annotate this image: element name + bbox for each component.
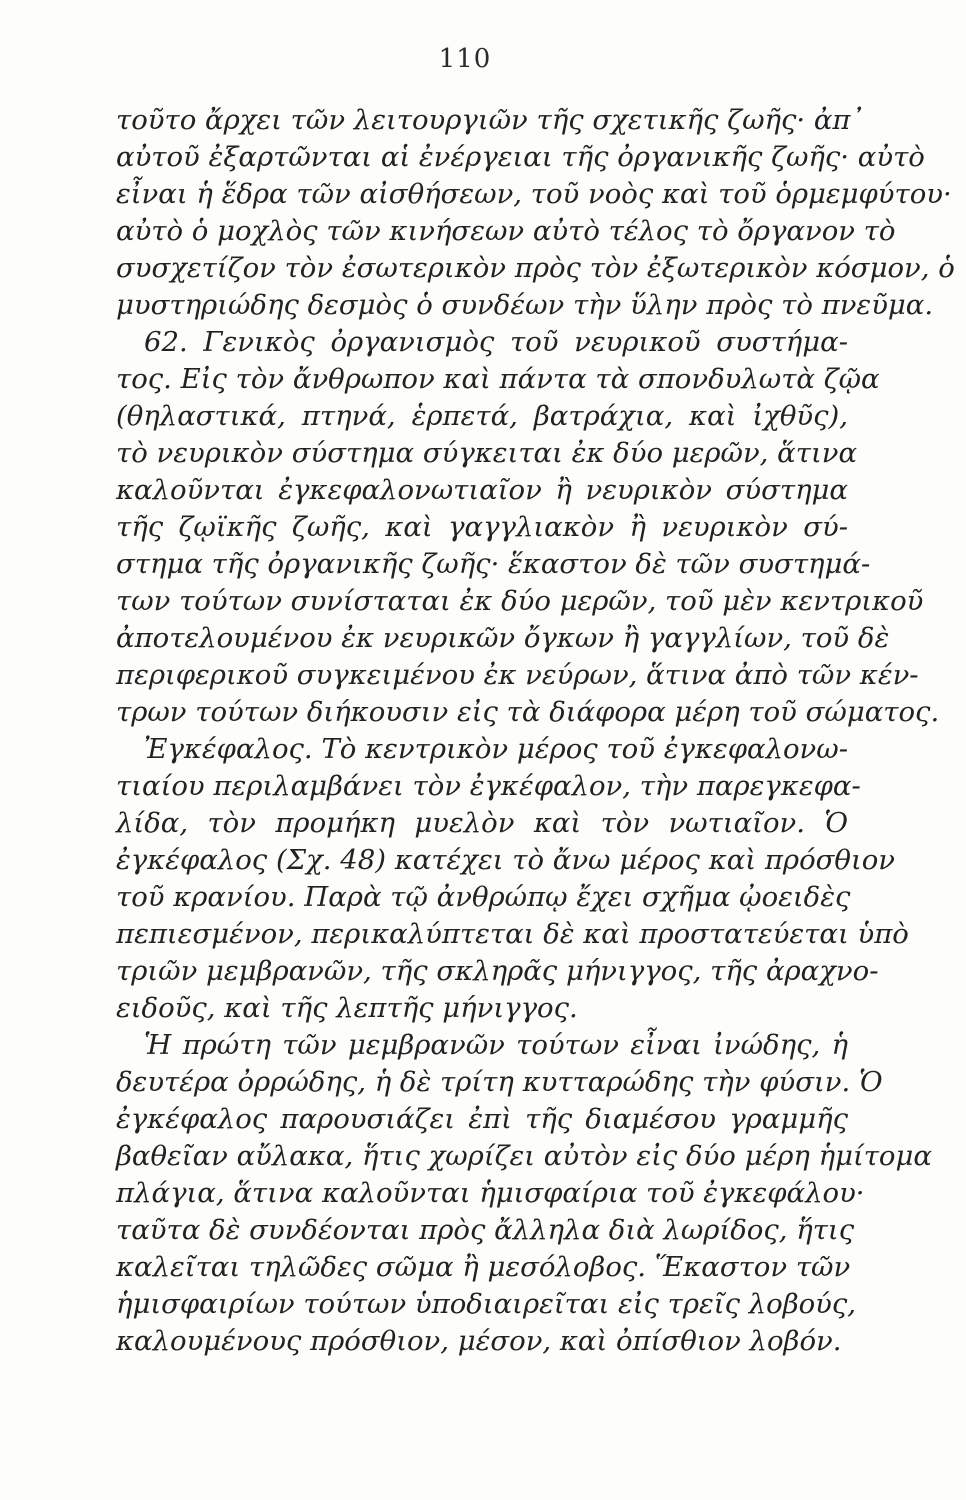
text-line: ἐγκέφαλος παρουσιάζει ἐπὶ τῆς διαμέσου γραμμῆς [116, 1103, 848, 1135]
text-line: βαθεῖαν αὔλακα, ἥτις χωρίζει αὐτὸν εἰς δύο μέρη ἡμίτομα [116, 1140, 932, 1172]
text-line: λίδα, τὸν προμήκη μυελὸν καὶ τὸν νωτιαῖον. Ὁ [116, 807, 848, 839]
section-heading-line: 62. Γενικὸς ὀργανισμὸς τοῦ νευρικοῦ συστήμα- [144, 326, 848, 358]
text-line: καλουμένους πρόσθιον, μέσον, καὶ ὀπίσθιον λοβόν. [116, 1325, 842, 1357]
text-line: μυστηριώδης δεσμὸς ὁ συνδέων τὴν ὕλην πρὸς τὸ πνεῦμα. [116, 289, 934, 321]
body-text [116, 102, 955, 1360]
text-line: εἶναι ἡ ἕδρα τῶν αἰσθήσεων, τοῦ νοὸς καὶ τοῦ ὁρμεμφύτου· [116, 178, 952, 210]
text-line: (θηλαστικά, πτηνά, ἑρπετά, βατράχια, καὶ ἰχθῦς), [116, 400, 848, 432]
text-line: ἐγκέφαλος (Σχ. 48) κατέχει τὸ ἄνω μέρος καὶ πρόσθιον [116, 844, 896, 876]
text-line: των τούτων συνίσταται ἐκ δύο μερῶν, τοῦ μὲν κεντρικοῦ [116, 585, 924, 617]
text-line: τριῶν μεμβρανῶν, τῆς σκληρᾶς μήνιγγος, τῆς ἀραχνο- [116, 955, 879, 987]
text-line: συσχετίζον τὸν ἐσωτερικὸν πρὸς τὸν ἐξωτερικὸν κόσμον, ὁ [116, 252, 955, 284]
text-line: τιαίου περιλαμβάνει τὸν ἐγκέφαλον, τὴν παρεγκεφα- [116, 770, 861, 802]
text-line: ἀποτελουμένου ἐκ νευρικῶν ὄγκων ἢ γαγγλίων, τοῦ δὲ [116, 622, 890, 654]
text-line: ταῦτα δὲ συνδέονται πρὸς ἄλληλα διὰ λωρίδος, ἥτις [116, 1214, 855, 1246]
text-line: πεπιεσμένον, περικαλύπτεται δὲ καὶ προστατεύεται ὑπὸ [116, 918, 909, 950]
text-line: τος. Εἰς τὸν ἄνθρωπον καὶ πάντα τὰ σπονδυλωτὰ ζῷα [116, 363, 880, 395]
text-line: τρων τούτων διήκουσιν εἰς τὰ διάφορα μέρη τοῦ σώματος. [116, 696, 940, 728]
text-line: αὐτοῦ ἐξαρτῶνται αἱ ἐνέργειαι τῆς ὀργανικῆς ζωῆς· αὐτὸ [116, 141, 925, 173]
text-line: Ἡ πρώτη τῶν μεμβρανῶν τούτων εἶναι ἰνώδης, ἡ [144, 1029, 848, 1061]
text-line: τοῦ κρανίου. Παρὰ τῷ ἀνθρώπῳ ἔχει σχῆμα ᾠοειδὲς [116, 881, 851, 913]
text-line: ειδοῦς, καὶ τῆς λεπτῆς μήνιγγος. [116, 992, 578, 1024]
text-line: τὸ νευρικὸν σύστημα σύγκειται ἐκ δύο μερῶν, ἅτινα [116, 437, 858, 469]
text-line: περιφερικοῦ συγκειμένου ἐκ νεύρων, ἅτινα ἀπὸ τῶν κέν- [116, 659, 919, 691]
text-line: ἡμισφαιρίων τούτων ὑποδιαιρεῖται εἰς τρεῖς λοβούς, [116, 1288, 857, 1320]
text-line: δευτέρα ὀρρώδης, ἡ δὲ τρίτη κυτταρώδης τὴν φύσιν. Ὁ [116, 1066, 883, 1098]
text-line: αὐτὸ ὁ μοχλὸς τῶν κινήσεων αὐτὸ τέλος τὸ ὄργανον τὸ [116, 215, 896, 247]
text-line: στημα τῆς ὀργανικῆς ζωῆς· ἕκαστον δὲ τῶν συστημά- [116, 548, 871, 580]
text-line: τοῦτο ἄρχει τῶν λειτουργιῶν τῆς σχετικῆς ζωῆς· ἀπ᾽ [116, 104, 865, 136]
text-line: τῆς ζῳϊκῆς ζωῆς, καὶ γαγγλιακὸν ἢ νευρικὸν σύ- [116, 511, 848, 543]
page-number: 110 [438, 44, 492, 74]
text-line: καλοῦνται ἐγκεφαλονωτιαῖον ἢ νευρικὸν σύστημα [116, 474, 848, 506]
text-line: πλάγια, ἅτινα καλοῦνται ἡμισφαίρια τοῦ ἐγκεφάλου· [116, 1177, 865, 1209]
subheading-line: Ἐγκέφαλος. Τὸ κεντρικὸν μέρος τοῦ ἐγκεφαλονω- [144, 733, 848, 765]
text-line: καλεῖται τηλῶδες σῶμα ἢ μεσόλοβος. Ἕκαστον τῶν [116, 1251, 851, 1283]
